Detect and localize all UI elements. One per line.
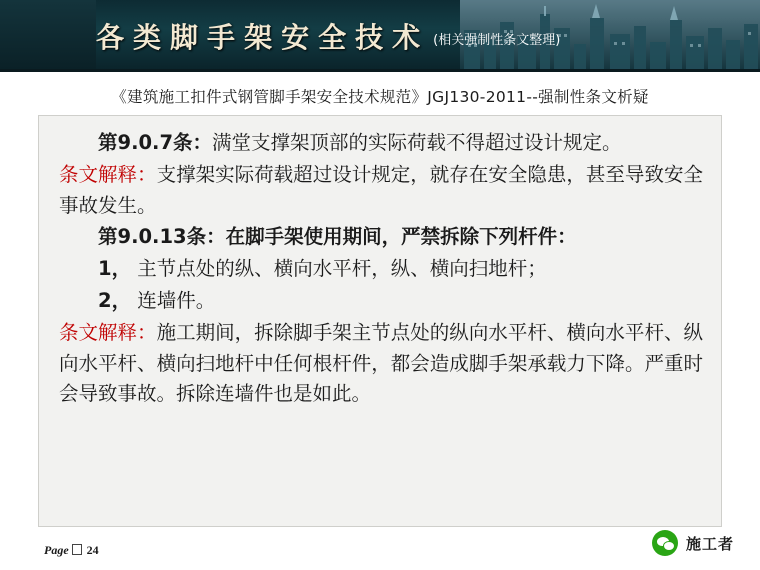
list-item-number: 1， (98, 257, 132, 281)
clause-9-0-13-explanation (59, 318, 703, 410)
list-item (59, 254, 703, 285)
wechat-icon (652, 530, 678, 556)
clause-9-0-13-paragraph (59, 222, 703, 253)
document-subtitle: 《建筑施工扣件式钢管脚手架安全技术规范》JGJ130-2011--强制性条文析疑 (111, 88, 649, 106)
clause-9-0-13-heading: 第9.0.13条： (98, 225, 226, 249)
clause-9-0-7-explanation (59, 160, 703, 222)
header-banner (0, 0, 760, 72)
banner-title-char: 各 (96, 21, 134, 54)
banner-title-char: 术 (392, 21, 430, 54)
wechat-account-name: 施工者 (685, 534, 734, 553)
explanation-label: 条文解释： (59, 162, 157, 186)
banner-title-char: 全 (318, 21, 356, 54)
explanation-label: 条文解释： (59, 320, 157, 344)
banner-title-char: 安 (281, 21, 319, 54)
clause-9-0-7-body: 满堂支撑架顶部的实际荷载不得超过设计规定。 (212, 131, 622, 154)
banner-subtitle-paren: (相关强制性条文整理) (433, 33, 561, 48)
wechat-watermark (652, 530, 734, 556)
banner-bottom-rule (0, 69, 760, 72)
banner-title-char: 手 (207, 21, 245, 54)
clause-9-0-7-paragraph (59, 128, 703, 159)
page-box-icon (72, 544, 82, 555)
list-item-number: 2， (98, 288, 132, 312)
list-item (59, 286, 703, 317)
page-number: 24 (86, 543, 99, 557)
banner-title-char: 脚 (170, 21, 208, 54)
explanation-body: 支撑架实际荷载超过设计规定，就存在安全隐患，甚至导致安全事故发生。 (59, 162, 703, 217)
clause-9-0-7-heading: 第9.0.7条： (98, 131, 213, 154)
list-item-text: 连墙件。 (137, 288, 216, 312)
banner-title-char: 类 (133, 21, 171, 54)
content-card (38, 115, 722, 527)
banner-title (96, 16, 560, 56)
clause-9-0-13-body: 在脚手架使用期间，严禁拆除下列杆件： (225, 225, 577, 249)
page-footer (44, 543, 99, 558)
banner-left-block (0, 0, 96, 72)
banner-title-char: 架 (244, 21, 282, 54)
page-label: Page (44, 543, 69, 557)
explanation-body: 施工期间，拆除脚手架主节点处的纵向水平杆、横向水平杆、纵向水平杆、横向扫地杆中任何根杆件，都会造成脚手架承载力下降。严重时会导致事故。拆除连墙件也是如此。 (59, 320, 703, 406)
banner-title-char: 技 (355, 21, 393, 54)
list-item-text: 主节点处的纵、横向水平杆，纵、横向扫地杆； (137, 257, 547, 281)
